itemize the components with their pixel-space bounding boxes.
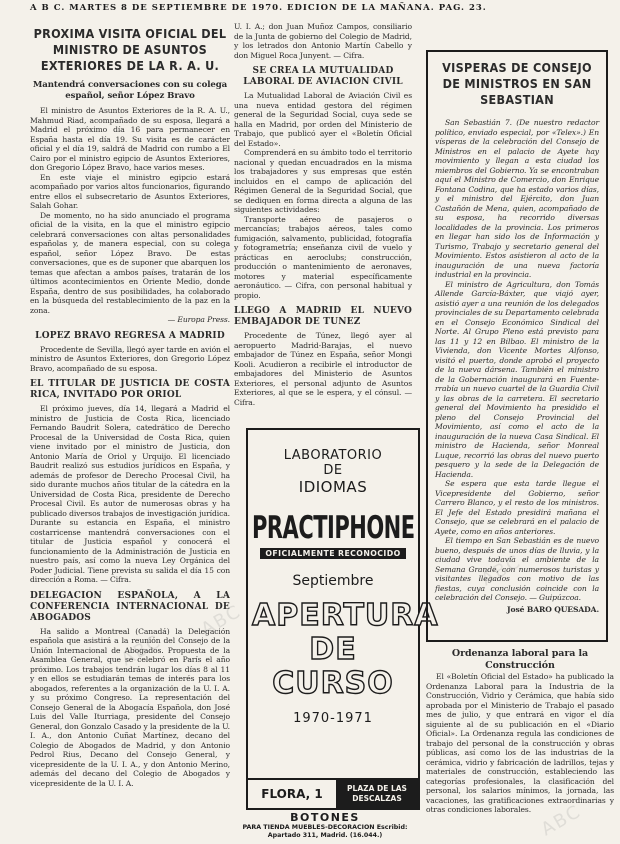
ad-line-idiomas: IDIOMAS [298, 478, 368, 496]
headline-ordenanza: Ordenanza laboral para la Construcción [451, 648, 589, 671]
ad-line-laboratorio: LABORATORIO [283, 448, 383, 463]
ad-apertura: APERTURA [252, 598, 439, 633]
classified-botones [234, 812, 416, 844]
article-paragraph: En este viaje el ministro egipcio estará acompañado por varios altos funcionarios, figurando entre ellos el subsecretario de Asuntos Exteriores, Salah Gohar. [30, 172, 230, 210]
column-middle [234, 22, 412, 414]
headline-mutualidad: SE CREA LA MUTUALIDAD LABORAL DE AVIACION CIVIL [243, 66, 403, 87]
classified-title: BOTONES [290, 811, 360, 824]
credit: — Europa Press. [167, 315, 230, 324]
article-paragraph: Procedente de Sevilla, llegó ayer tarde en avión el ministro de Asuntos Exteriores, don Gregorio López Bravo, acompañado de su esposa. [30, 344, 230, 373]
article-paragraph: De momento, no ha sido anunciado el programa oficial de la visita, en la que el ministro egipcio celebrará conversaciones con altas personalidades españolas y, de manera especial, con su colega español, señor López Bravo. De estas conversaciones, que es de suponer que abarquen los temas que afectan a ambos países, tratarán de los últimos acontecimientos en Oriente Medio, donde España, dentro de sus posibilidades, ha colaborado en la búsqueda del restablecimiento de la paz en la zona. [30, 210, 230, 315]
headline-lopez-bravo: LOPEZ BRAVO REGRESA A MADRID [35, 330, 225, 341]
ad-line-de: DE [323, 463, 343, 478]
article-paragraph: El ministro de Asuntos Exteriores de la R. A. U., Mahmud Riad, acompañado de su esposa, llegará a Madrid el próximo día 16 para permanecer en España hasta el día 19. Su visita es de carácter oficial y el día 19, saldrá de Madrid con rumbo a El Cairo por el ministro egipcio de Asuntos Exteriores, don Gregorio López Bravo, hace varios meses. [30, 106, 230, 172]
ad-address: FLORA, 1 [261, 787, 323, 801]
article-paragraph: El «Boletín Oficial del Estado» ha publicado la Ordenanza Laboral para la Industria de la Construcción, Vidrio y Cerámica, que había sido aprobada por el Ministerio de Trabajo el pasado mes de julio, y que entrará en vigor el día siguiente al de su publicación en el «Diario Oficial». La Ordenanza regula las condiciones de trabajo del personal de la construcción y obras públicas, así como los de las industrias de la cerámica, vidrio y fabricación de ladrillos, tejas y materiales de construcción, estableciendo las categorías profesionales, la clasificación del personal, los salarios mínimos, la jornada, las vacaciones, las gratificaciones extraordinarias y otras condiciones laborales. [426, 672, 614, 814]
subhead-rau: Mantendrá conversaciones con su colega español, señor López Bravo [32, 80, 228, 101]
column-left [30, 22, 230, 842]
headline-rau: PROXIMA VISITA OFICIAL DEL MINISTRO DE ASUNTOS EXTERIORES DE LA R. A. U. [33, 26, 227, 73]
article-paragraph: La Mutualidad Laboral de Aviación Civil es una nueva entidad gestora del régimen general de la Seguridad Social, cuya sede se halla en Madrid, por orden del Ministerio de Trabajo, que publicó ayer el «Boletín Oficial del Estado». [234, 91, 412, 148]
classified-body: PARA TIENDA MUEBLES-DECORACION Escribid: Apartado 311, Madrid. (16.044.) [242, 824, 408, 839]
page-header: A B C. MARTES 8 DE SEPTIEMBRE DE 1970. EDICION DE LA MAÑANA. PAG. 23. [30, 3, 487, 13]
article-paragraph: El ministro de Agricultura, don Tomás Allende García-Báxter, que viajó ayer, asistió ayer a una reunión de los delegados provinciales de su Departamento celebrada en el Consejo Económico Sindical del Norte. Al Grupo Pleno está previsto para las 11 y 12 en Bilbao. El ministro de la Vivienda, don Vicente Mortes Alfonso, visitó el puerto, donde aprobó el proyecto de la nueva dársena. También el ministro de la Gobernación inaugurará en Fuente-rrabía un nuevo cuartel de la Guardia Civil y las obras de la carretera. El secretario general del Movimiento ha presidido el pleno del Consejo Provincial del Movimiento, así como el acto de la inauguración de la nueva Casa Sindical. El ministro de Hacienda, señor Monreal Luque, recorrió las obras del nuevo puerto pesquero y la sede de la Delegación de Hacienda. [435, 279, 599, 479]
headline-justicia: EL TITULAR DE JUSTICIA DE COSTA RICA, INVITADO POR ORIOL [30, 379, 230, 400]
ad-years: 1970-1971 [293, 711, 373, 726]
ad-de: DE [309, 632, 357, 667]
watermark: ABC [117, 630, 166, 671]
ad-month: Septiembre [292, 573, 374, 589]
ad-footer [248, 778, 418, 808]
boxed-article-san-sebastian [426, 50, 608, 642]
byline: José BARO QUESADA. [506, 604, 599, 614]
article-paragraph: Ha salido a Montreal (Canadá) la Delegación española que asistirá a la reunión del Consejo de la Unión Internacional de Abogados. Propuesta de la Asamblea General, que se celebró en París el año próximo. Los trabajos tendrán lugar los días 8 al 11 y en ellos se estudiarán temas de interés para los abogados, referentes a la organización de la U. I. A. y su próximo Congreso. La representación del Consejo General de la Abogacía Española, don José Luis del Valle Iturriaga, presidente del Consejo General, don Gonzalo Casado y la presidente de la U. I. A., don Antonio Cuñat Martínez, decano del Colegio de Abogados de Madrid, y don Antonio Pedrol Rius, Decano del Consejo General, y vicepresidente de la U. I. A., y don Antonio Merino, además del decano del Colegio de Abogados y vicepresidente de la U. I. A. [30, 626, 230, 788]
headline-tunez: LLEGO A MADRID EL NUEVO EMBAJADOR DE TUNEZ [234, 306, 412, 327]
article-paragraph: El próximo jueves, día 14, llegará a Madrid el ministro de Justicia de Costa Rica, licenciado Fernando Baudrit Solera, catedrático de Derecho Procesal de la Universidad de Costa Rica, quien viene invitado por el ministro de Justicia, don Antonio María de Oriol y Urquijo. El licenciado Baudrit realizó sus estudios jurídicos en España, y además de profesor de Derecho Procesal Civil, ha sido durante muchos años titular de la cátedra en la Universidad de Costa Rica, presidente de Derecho Procesal Civil. Es autor de numerosas obras y ha publicado diversos trabajos de investigación jurídica. Durante su estancia en España, el ministro costarricense mantendrá conversaciones con el titular de Justicia español y conocerá el funcionamiento de la Administración de Justicia en nuestro país, así como la nueva Ley Orgánica del Poder Judicial. Tiene prevista su salida el día 15 con dirección a Roma. — Cifra. [30, 404, 230, 584]
headline-delegacion: DELEGACION ESPAÑOLA, A LA CONFERENCIA INTERNACIONAL DE ABOGADOS [30, 590, 230, 623]
article-paragraph: U. I. A.; don Juan Muñoz Campos, consiliario de la Junta de gobierno del Colegio de Madrid, y los letrados don Antonio Martín Cabello y don Miguel Roca Junyent. — Cifra. [234, 22, 412, 60]
article-paragraph: Transporte aéreo de pasajeros o mercancías; trabajos aéreos, tales como fumigación, salvamento, publicidad, fotografía y fotogrametría; enseñanza civil de vuelo y prácticas en aeroclubs; construcción, producción o mantenimiento de aeronaves, motores y material específicamente aeronáutico. — Cifra, con personal habitual y propio. [234, 214, 412, 300]
headline-san-sebastian: VISPERAS DE CONSEJO DE MINISTROS EN SAN SEBASTIAN [442, 60, 592, 107]
article-paragraph: San Sebastián 7. (De nuestro redactor político, enviado especial, por «Telex».) En vísperas de la celebración del Consejo de Ministros en el palacio de Ayete hay movimiento y llegan a esta ciudad los miembros del Gobierno. Ya se encontraban aquí el Ministro de Comercio, don Enrique Fontana Codina, que ha estado varios días, y el ministro del Ejército, don Juan Castañón de Mena, quien, acompañado de su esposa, ha recorrido diversas localidades de la provincia. Los primeros en llegar han sido los de Información y Turismo, Trabajo y secretario general del Movimiento. Estos asistieron al acto de la inauguración de una nueva factoría industrial en la provincia. [435, 118, 599, 279]
watermark: ABC [197, 600, 246, 641]
ad-official-badge: OFICIALMENTE RECONOCIDO [260, 548, 406, 559]
article-paragraph: Comprenderá en su ámbito todo el territorio nacional y quedan encuadrados en la misma los trabajadores y sus empresas que estén incluidos en el campo de aplicación del Régimen General de la Seguridad Social, que se dediquen en forma directa a alguna de las siguientes actividades: [234, 148, 412, 214]
advertisement-practiphone [246, 428, 439, 810]
article-paragraph: El tiempo en San Sebastián es de nuevo bueno, después de unos días de lluvia, y la ciudad vive todavía el ambiente de la Semana Grande, con numerosos turistas y visitantes llegados con motivo de las fiestas, cuya conclusión coincide con la celebración del Consejo. — Guipúzcoa. [435, 536, 599, 602]
article-paragraph: Se espera que esta tarde llegue el Vicepresidente del Gobierno, señor Carrero Blanco, y el resto de los ministros. El Jefe del Estado presidirá mañana el Consejo, que se celebrará en el palacio de Ayete, como en años anteriores. [435, 479, 599, 536]
ad-place: PLAZA DE LAS DESCALZAS [336, 780, 418, 808]
article-ordenanza [426, 648, 614, 844]
watermark: ABC [477, 550, 526, 591]
ad-brand: PRACTIPHONE [252, 509, 415, 546]
article-paragraph: Procedente de Túnez, llegó ayer al aeropuerto Madrid-Barajas, el nuevo embajador de Túnez en España, señor Mongi Kooli. Acudieron a recibirle el introductor de embajadores del Ministerio de Asuntos Exteriores, el personal adjunto de Asuntos Exteriores, al que se le espera, y el cónsul. — Cifra. [234, 331, 412, 407]
watermark: ABC [537, 800, 586, 841]
ad-curso: CURSO [272, 666, 394, 701]
